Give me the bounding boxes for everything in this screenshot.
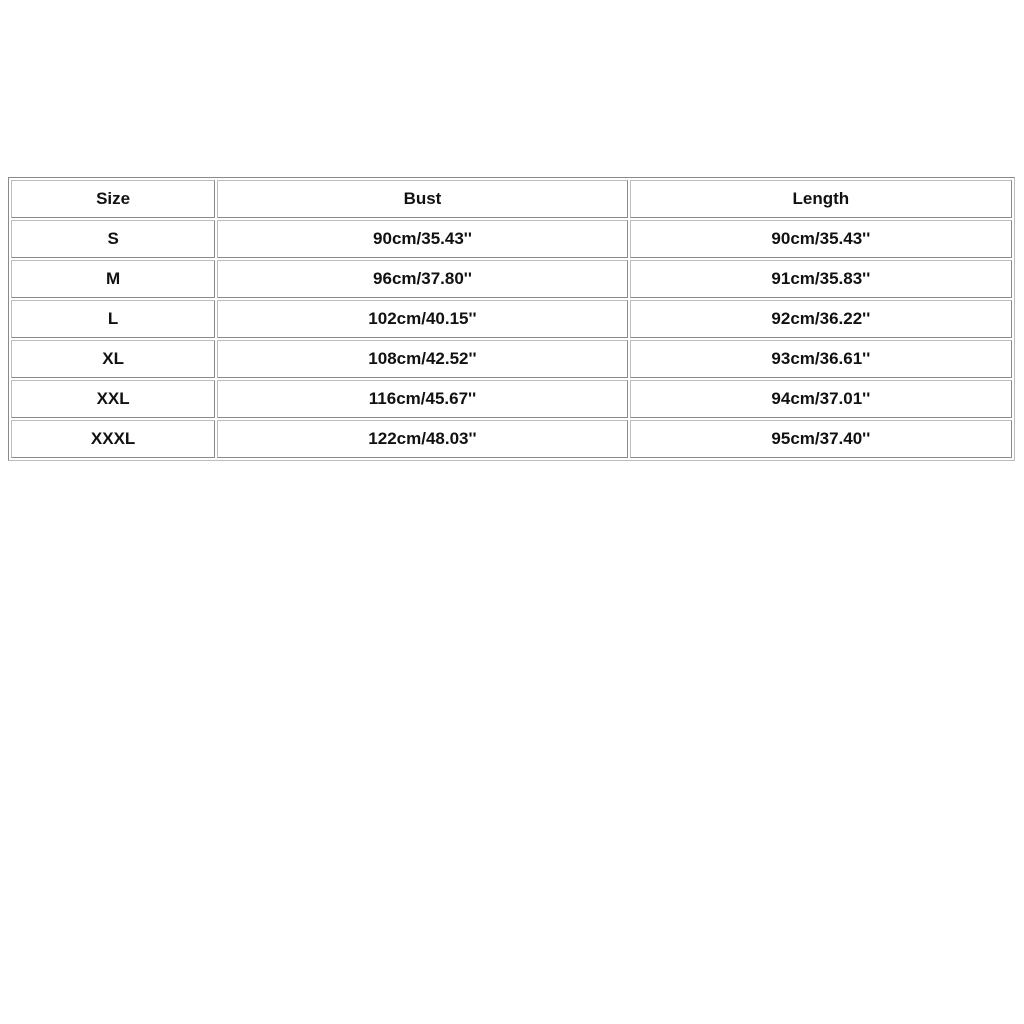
- cell-size: M: [11, 260, 215, 298]
- size-chart-table: [8, 177, 1015, 461]
- cell-bust: 116cm/45.67'': [217, 380, 627, 418]
- table-header-row: [11, 180, 1012, 218]
- cell-size: XL: [11, 340, 215, 378]
- table-row: [11, 300, 1012, 338]
- table-row: [11, 220, 1012, 258]
- table-row: [11, 420, 1012, 458]
- cell-bust: 96cm/37.80'': [217, 260, 627, 298]
- cell-bust: 90cm/35.43'': [217, 220, 627, 258]
- cell-size: XXXL: [11, 420, 215, 458]
- cell-length: 91cm/35.83'': [630, 260, 1012, 298]
- cell-size: L: [11, 300, 215, 338]
- cell-bust: 108cm/42.52'': [217, 340, 627, 378]
- cell-length: 94cm/37.01'': [630, 380, 1012, 418]
- cell-size: XXL: [11, 380, 215, 418]
- cell-length: 93cm/36.61'': [630, 340, 1012, 378]
- table-row: [11, 260, 1012, 298]
- table-row: [11, 340, 1012, 378]
- cell-bust: 122cm/48.03'': [217, 420, 627, 458]
- header-bust: Bust: [217, 180, 627, 218]
- header-size: Size: [11, 180, 215, 218]
- cell-size: S: [11, 220, 215, 258]
- cell-length: 95cm/37.40'': [630, 420, 1012, 458]
- cell-length: 92cm/36.22'': [630, 300, 1012, 338]
- header-length: Length: [630, 180, 1012, 218]
- table-row: [11, 380, 1012, 418]
- cell-length: 90cm/35.43'': [630, 220, 1012, 258]
- cell-bust: 102cm/40.15'': [217, 300, 627, 338]
